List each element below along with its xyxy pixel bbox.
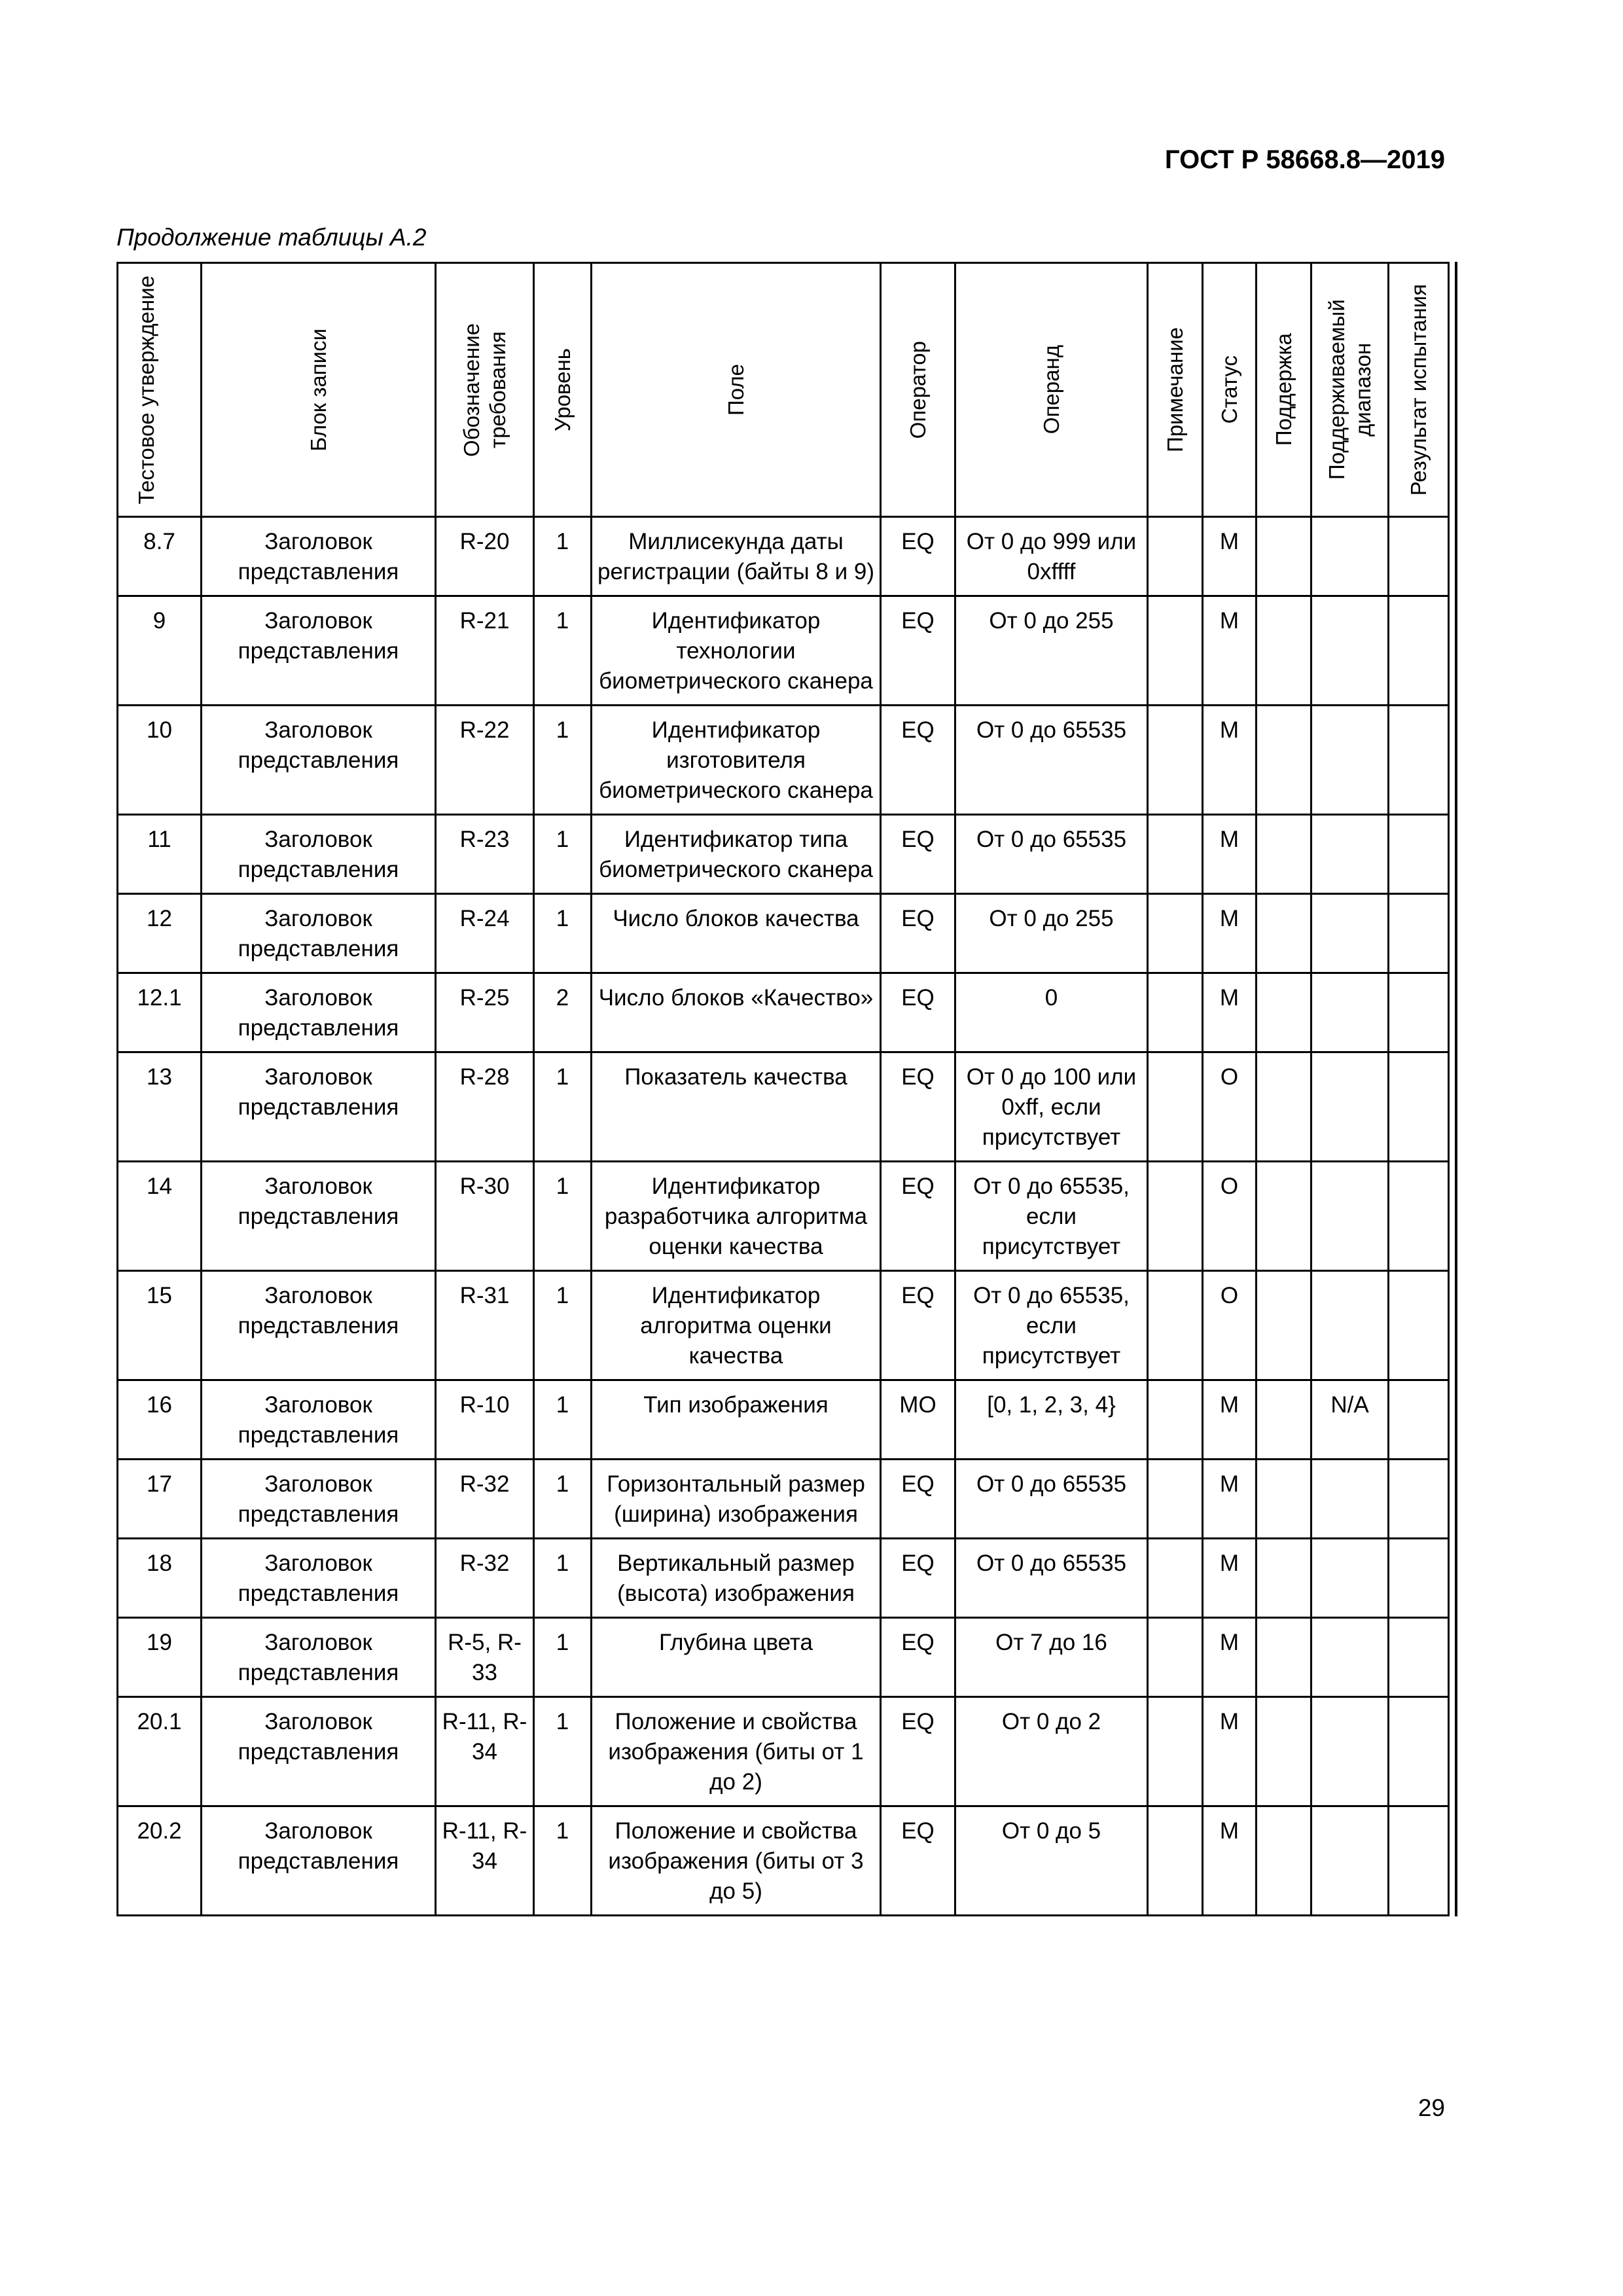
- cell-support: [1257, 1380, 1311, 1460]
- cell-test: 17: [118, 1460, 202, 1539]
- col-header-operand: [955, 263, 1148, 517]
- cell-result: [1389, 1618, 1449, 1697]
- cell-note: [1148, 706, 1203, 815]
- cell-operator: EQ: [881, 1697, 955, 1806]
- cell-field: Показатель качества: [592, 1052, 881, 1162]
- col-header-label: Блок записи: [306, 328, 330, 452]
- cell-note: [1148, 815, 1203, 894]
- cell-operand: От 0 до 65535: [955, 815, 1148, 894]
- cell-operand: От 0 до 255: [955, 894, 1148, 973]
- col-header-range: [1311, 263, 1389, 517]
- cell-note: [1148, 1380, 1203, 1460]
- cell-operand: От 0 до 5: [955, 1806, 1148, 1916]
- cell-support: [1257, 1806, 1311, 1916]
- cell-test: 12.1: [118, 973, 202, 1052]
- col-header-result: [1389, 263, 1449, 517]
- header-row: [118, 263, 1449, 517]
- cell-operator: EQ: [881, 517, 955, 596]
- cell-level: 1: [534, 706, 592, 815]
- cell-requirement: R-24: [436, 894, 534, 973]
- cell-status: М: [1203, 1380, 1257, 1460]
- col-header-label: Операнд: [1039, 345, 1063, 435]
- cell-requirement: R-32: [436, 1460, 534, 1539]
- col-header-label: Статус: [1217, 355, 1241, 424]
- cell-status: М: [1203, 706, 1257, 815]
- cell-support: [1257, 1460, 1311, 1539]
- cell-operator: EQ: [881, 1052, 955, 1162]
- cell-requirement: R-25: [436, 973, 534, 1052]
- cell-level: 1: [534, 1618, 592, 1697]
- col-header-label: Примечание: [1162, 327, 1187, 452]
- cell-result: [1389, 815, 1449, 894]
- cell-record-block: Заголовок представления: [202, 596, 436, 706]
- cell-note: [1148, 596, 1203, 706]
- requirements-table: [116, 262, 1450, 1916]
- cell-range: [1311, 1162, 1389, 1271]
- cell-field: Идентификатор алгоритма оценки качества: [592, 1271, 881, 1380]
- cell-record-block: Заголовок представления: [202, 1460, 436, 1539]
- table-row: [118, 1460, 1449, 1539]
- cell-operator: EQ: [881, 706, 955, 815]
- cell-field: Положение и свойства изображения (биты от 1 до 2): [592, 1697, 881, 1806]
- cell-support: [1257, 1052, 1311, 1162]
- cell-result: [1389, 1162, 1449, 1271]
- cell-requirement: R-30: [436, 1162, 534, 1271]
- cell-requirement: R-23: [436, 815, 534, 894]
- col-header-operator: [881, 263, 955, 517]
- cell-record-block: Заголовок представления: [202, 894, 436, 973]
- cell-test: 19: [118, 1618, 202, 1697]
- col-header-label: Оператор: [905, 340, 930, 439]
- cell-level: 1: [534, 1162, 592, 1271]
- col-header-support: [1257, 263, 1311, 517]
- cell-range: [1311, 1460, 1389, 1539]
- cell-field: Положение и свойства изображения (биты от 3 до 5): [592, 1806, 881, 1916]
- document-number: ГОСТ Р 58668.8—2019: [1164, 145, 1445, 174]
- cell-result: [1389, 1380, 1449, 1460]
- cell-operand: 0: [955, 973, 1148, 1052]
- cell-test: 18: [118, 1539, 202, 1618]
- cell-result: [1389, 894, 1449, 973]
- cell-level: 1: [534, 1460, 592, 1539]
- cell-field: Идентификатор технологии биометрического сканера: [592, 596, 881, 706]
- cell-operator: EQ: [881, 815, 955, 894]
- cell-range: [1311, 973, 1389, 1052]
- cell-range: [1311, 1697, 1389, 1806]
- cell-requirement: R-21: [436, 596, 534, 706]
- cell-operand: От 0 до 100 или 0xff, если присутствует: [955, 1052, 1148, 1162]
- cell-status: М: [1203, 973, 1257, 1052]
- cell-field: Тип изображения: [592, 1380, 881, 1460]
- cell-status: М: [1203, 1697, 1257, 1806]
- page-number: 29: [1418, 2094, 1445, 2121]
- cell-status: М: [1203, 517, 1257, 596]
- table-row: [118, 815, 1449, 894]
- cell-record-block: Заголовок представления: [202, 1618, 436, 1697]
- cell-operand: От 0 до 65535: [955, 1539, 1148, 1618]
- col-header-note: [1148, 263, 1203, 517]
- cell-level: 1: [534, 1806, 592, 1916]
- cell-field: Глубина цвета: [592, 1618, 881, 1697]
- table-row: [118, 894, 1449, 973]
- table-row: [118, 706, 1449, 815]
- cell-record-block: Заголовок представления: [202, 1052, 436, 1162]
- cell-level: 1: [534, 517, 592, 596]
- cell-operand: От 0 до 255: [955, 596, 1148, 706]
- col-header-block: [202, 263, 436, 517]
- cell-result: [1389, 973, 1449, 1052]
- cell-status: М: [1203, 596, 1257, 706]
- cell-operand: От 7 до 16: [955, 1618, 1148, 1697]
- cell-test: 9: [118, 596, 202, 706]
- cell-result: [1389, 1697, 1449, 1806]
- cell-range: [1311, 1618, 1389, 1697]
- col-header-label: Поддерживаемый диапазон: [1324, 299, 1375, 480]
- cell-test: 15: [118, 1271, 202, 1380]
- cell-range: [1311, 1271, 1389, 1380]
- cell-operator: EQ: [881, 1806, 955, 1916]
- cell-operand: От 0 до 65535, если присутствует: [955, 1162, 1148, 1271]
- col-header-label: Поддержка: [1271, 333, 1296, 446]
- cell-note: [1148, 517, 1203, 596]
- cell-note: [1148, 1806, 1203, 1916]
- cell-range: [1311, 1539, 1389, 1618]
- cell-status: М: [1203, 1618, 1257, 1697]
- cell-level: 1: [534, 1380, 592, 1460]
- cell-range: N/A: [1311, 1380, 1389, 1460]
- col-header-label: Уровень: [550, 348, 575, 432]
- cell-note: [1148, 973, 1203, 1052]
- cell-support: [1257, 706, 1311, 815]
- cell-field: Число блоков качества: [592, 894, 881, 973]
- col-header-label: Результат испытания: [1406, 283, 1431, 496]
- cell-range: [1311, 1052, 1389, 1162]
- cell-level: 2: [534, 973, 592, 1052]
- cell-note: [1148, 1618, 1203, 1697]
- col-header-requirement: [436, 263, 534, 517]
- cell-status: М: [1203, 1806, 1257, 1916]
- cell-test: 12: [118, 894, 202, 973]
- cell-note: [1148, 894, 1203, 973]
- cell-support: [1257, 596, 1311, 706]
- cell-result: [1389, 1806, 1449, 1916]
- cell-operator: EQ: [881, 1618, 955, 1697]
- cell-operator: EQ: [881, 1539, 955, 1618]
- cell-note: [1148, 1539, 1203, 1618]
- cell-status: О: [1203, 1052, 1257, 1162]
- cell-operator: EQ: [881, 596, 955, 706]
- cell-support: [1257, 1271, 1311, 1380]
- cell-operator: EQ: [881, 1460, 955, 1539]
- cell-level: 1: [534, 1271, 592, 1380]
- table-caption: Продолжение таблицы А.2: [116, 224, 427, 251]
- cell-record-block: Заголовок представления: [202, 1380, 436, 1460]
- cell-level: 1: [534, 1697, 592, 1806]
- cell-status: М: [1203, 815, 1257, 894]
- cell-record-block: Заголовок представления: [202, 1162, 436, 1271]
- cell-test: 13: [118, 1052, 202, 1162]
- cell-level: 1: [534, 1539, 592, 1618]
- cell-requirement: R-31: [436, 1271, 534, 1380]
- cell-note: [1148, 1697, 1203, 1806]
- cell-operand: От 0 до 999 или 0xffff: [955, 517, 1148, 596]
- cell-operand: От 0 до 65535: [955, 1460, 1148, 1539]
- cell-test: 20.1: [118, 1697, 202, 1806]
- cell-test: 11: [118, 815, 202, 894]
- cell-field: Идентификатор изготовителя биометрического сканера: [592, 706, 881, 815]
- cell-range: [1311, 1806, 1389, 1916]
- cell-result: [1389, 1052, 1449, 1162]
- cell-field: Миллисекунда даты регистрации (байты 8 и 9): [592, 517, 881, 596]
- cell-operator: MO: [881, 1380, 955, 1460]
- cell-status: О: [1203, 1271, 1257, 1380]
- cell-record-block: Заголовок представления: [202, 815, 436, 894]
- cell-support: [1257, 1618, 1311, 1697]
- cell-result: [1389, 517, 1449, 596]
- cell-record-block: Заголовок представления: [202, 1806, 436, 1916]
- cell-support: [1257, 815, 1311, 894]
- cell-record-block: Заголовок представления: [202, 973, 436, 1052]
- cell-operand: От 0 до 2: [955, 1697, 1148, 1806]
- cell-result: [1389, 1460, 1449, 1539]
- cell-note: [1148, 1162, 1203, 1271]
- col-header-level: [534, 263, 592, 517]
- cell-record-block: Заголовок представления: [202, 1697, 436, 1806]
- cell-field: Число блоков «Качество»: [592, 973, 881, 1052]
- cell-record-block: Заголовок представления: [202, 517, 436, 596]
- cell-operator: EQ: [881, 894, 955, 973]
- cell-operand: [0, 1, 2, 3, 4}: [955, 1380, 1148, 1460]
- cell-record-block: Заголовок представления: [202, 706, 436, 815]
- cell-requirement: R-5, R-33: [436, 1618, 534, 1697]
- cell-test: 10: [118, 706, 202, 815]
- cell-test: 8.7: [118, 517, 202, 596]
- cell-status: О: [1203, 1162, 1257, 1271]
- cell-support: [1257, 894, 1311, 973]
- cell-range: [1311, 815, 1389, 894]
- table-row: [118, 517, 1449, 596]
- table-row: [118, 1697, 1449, 1806]
- cell-status: М: [1203, 1539, 1257, 1618]
- cell-record-block: Заголовок представления: [202, 1271, 436, 1380]
- col-header-label: Тестовое утверждение: [134, 275, 158, 505]
- cell-range: [1311, 517, 1389, 596]
- cell-requirement: R-11, R-34: [436, 1806, 534, 1916]
- cell-test: 20.2: [118, 1806, 202, 1916]
- cell-note: [1148, 1271, 1203, 1380]
- cell-status: М: [1203, 894, 1257, 973]
- cell-requirement: R-10: [436, 1380, 534, 1460]
- col-header-label: Поле: [723, 364, 748, 416]
- col-header-field: [592, 263, 881, 517]
- cell-requirement: R-22: [436, 706, 534, 815]
- cell-status: М: [1203, 1460, 1257, 1539]
- cell-range: [1311, 596, 1389, 706]
- cell-record-block: Заголовок представления: [202, 1539, 436, 1618]
- cell-support: [1257, 1162, 1311, 1271]
- cell-support: [1257, 973, 1311, 1052]
- cell-operator: EQ: [881, 973, 955, 1052]
- cell-field: Идентификатор типа биометрического сканера: [592, 815, 881, 894]
- table-row: [118, 1806, 1449, 1916]
- cell-note: [1148, 1052, 1203, 1162]
- col-header-test: [118, 263, 202, 517]
- cell-operand: От 0 до 65535, если присутствует: [955, 1271, 1148, 1380]
- cell-field: Вертикальный размер (высота) изображения: [592, 1539, 881, 1618]
- cell-level: 1: [534, 596, 592, 706]
- table-row: [118, 1539, 1449, 1618]
- cell-requirement: R-32: [436, 1539, 534, 1618]
- table-row: [118, 973, 1449, 1052]
- table-row: [118, 1380, 1449, 1460]
- cell-level: 1: [534, 1052, 592, 1162]
- cell-support: [1257, 517, 1311, 596]
- cell-test: 16: [118, 1380, 202, 1460]
- cell-field: Горизонтальный размер (ширина) изображения: [592, 1460, 881, 1539]
- cell-operator: EQ: [881, 1162, 955, 1271]
- cell-range: [1311, 894, 1389, 973]
- col-header-status: [1203, 263, 1257, 517]
- col-header-label: Обозначение требования: [459, 323, 510, 457]
- table-row: [118, 1162, 1449, 1271]
- cell-result: [1389, 1271, 1449, 1380]
- cell-note: [1148, 1460, 1203, 1539]
- cell-requirement: R-20: [436, 517, 534, 596]
- cell-operand: От 0 до 65535: [955, 706, 1148, 815]
- table-row: [118, 1052, 1449, 1162]
- cell-support: [1257, 1697, 1311, 1806]
- cell-requirement: R-28: [436, 1052, 534, 1162]
- cell-result: [1389, 596, 1449, 706]
- cell-support: [1257, 1539, 1311, 1618]
- cell-requirement: R-11, R-34: [436, 1697, 534, 1806]
- table-double-border: [1455, 262, 1457, 1916]
- table-row: [118, 1271, 1449, 1380]
- cell-result: [1389, 706, 1449, 815]
- cell-operator: EQ: [881, 1271, 955, 1380]
- cell-test: 14: [118, 1162, 202, 1271]
- cell-level: 1: [534, 815, 592, 894]
- cell-field: Идентификатор разработчика алгоритма оценки качества: [592, 1162, 881, 1271]
- cell-result: [1389, 1539, 1449, 1618]
- cell-range: [1311, 706, 1389, 815]
- table-row: [118, 1618, 1449, 1697]
- cell-level: 1: [534, 894, 592, 973]
- table-row: [118, 596, 1449, 706]
